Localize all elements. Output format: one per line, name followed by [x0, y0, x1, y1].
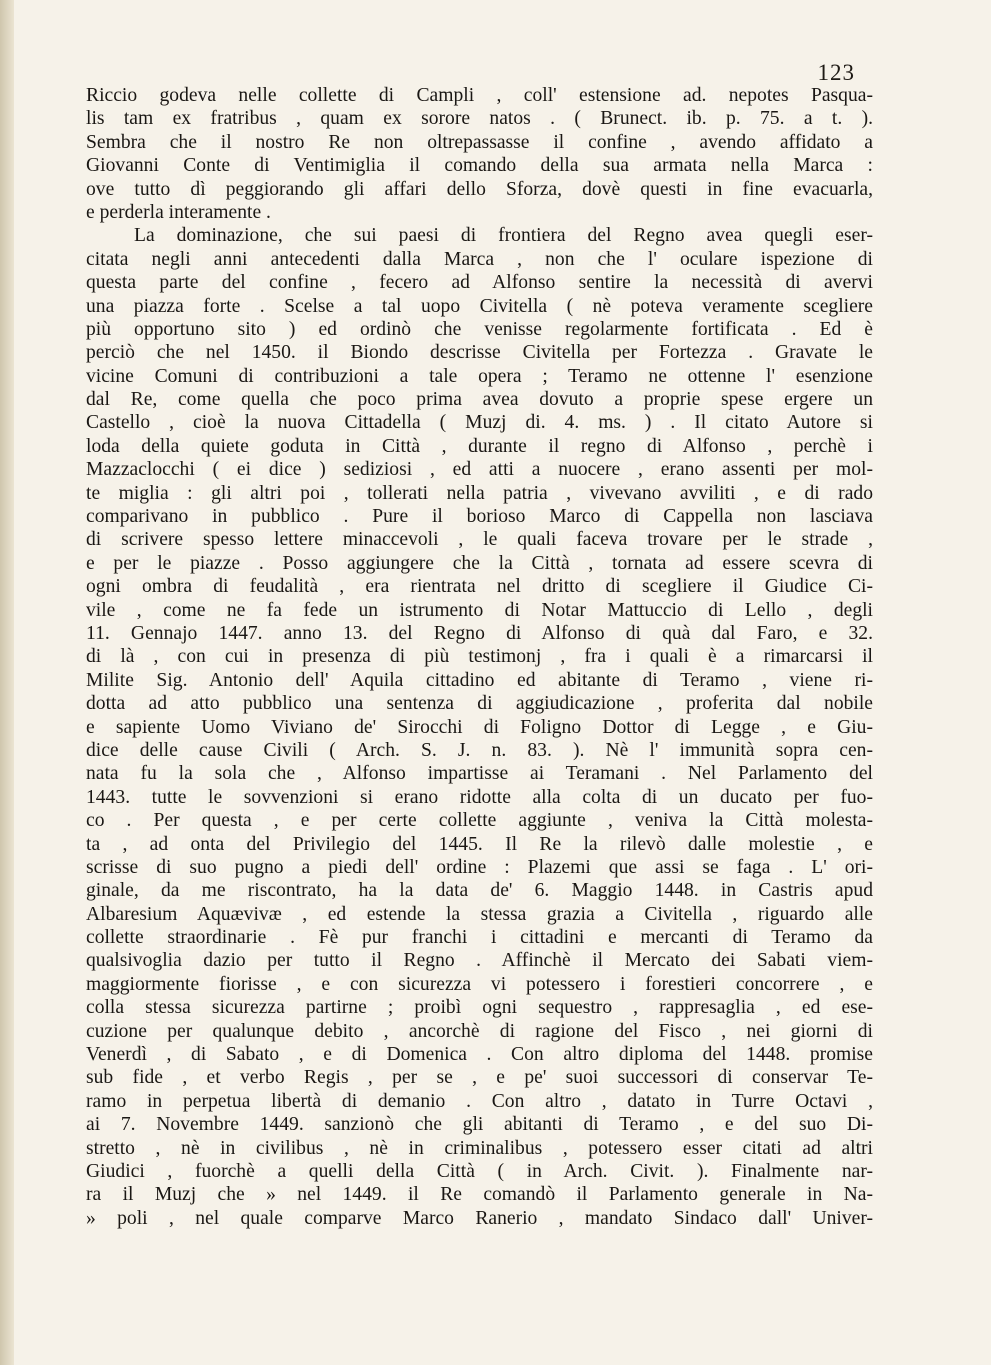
- text-line: questa parte del confine , fecero ad Alfonso sentire la necessità di avervi: [86, 272, 873, 294]
- text-line: ramo in perpetua libertà di demanio . Con altro , datato in Turre Octavi ,: [86, 1090, 873, 1112]
- text-line: più opportuno sito ) ed ordinò che venisse regolarmente fortificata . Ed è: [86, 318, 873, 340]
- text-line: Mazzaclocchi ( ei dice ) sediziosi , ed atti a nuocere , erano assenti per mol-: [86, 459, 873, 481]
- text-line: ogni ombra di feudalità , era rientrata nel dritto di scegliere il Giudice Ci-: [86, 576, 873, 598]
- text-line: scrisse di suo pugno a piedi dell' ordine : Plazemi que assi se faga . L' ori-: [86, 856, 873, 878]
- text-line: ginale, da me riscontrato, ha la data de' 6. Maggio 1448. in Castris apud: [86, 880, 873, 902]
- text-line: ra il Muzj che » nel 1449. il Re comandò il Parlamento generale in Na-: [86, 1184, 873, 1206]
- text-line: vile , come ne fa fede un istrumento di Notar Mattuccio di Lello , degli: [86, 599, 873, 621]
- text-line: perciò che nel 1450. il Biondo descrisse Civitella per Fortezza . Gravate le: [86, 342, 873, 364]
- text-line: maggiormente fiorisse , e con sicurezza vi potessero i forestieri concorrere , e: [86, 973, 873, 995]
- body-text: [86, 84, 873, 1230]
- text-line: collette straordinarie . Fè pur franchi i cittadini e mercanti di Teramo da: [86, 927, 873, 949]
- text-line: e perderla interamente .: [86, 201, 271, 223]
- text-line: ta , ad onta del Privilegio del 1445. Il Re la rilevò dalle molestie , e: [86, 833, 873, 855]
- text-line: e sapiente Uomo Viviano de' Sirocchi di Foligno Dottor di Legge , e Giu-: [86, 716, 873, 738]
- page-gutter: [0, 0, 14, 1365]
- text-line: Sembra che il nostro Re non oltrepassasse il confine , avendo affidato a: [86, 131, 873, 153]
- text-line: qualsivoglia dazio per tutto il Regno . Affinchè il Mercato dei Sabati viem-: [86, 950, 873, 972]
- text-line: Giudici , fuorchè a quelli della Città ( in Arch. Civit. ). Finalmente nar-: [86, 1160, 873, 1182]
- text-line: ai 7. Novembre 1449. sanzionò che gli abitanti di Teramo , e del suo Di-: [86, 1114, 873, 1136]
- text-line: vicine Comuni di contribuzioni a tale opera ; Teramo ne ottenne l' esenzione: [86, 365, 873, 387]
- text-line: dal Re, come quella che poco prima avea dovuto a proprie spese ergere un: [86, 389, 873, 411]
- text-line: colla stessa sicurezza partirne ; proibì ogni sequestro , rappresaglia , ed ese-: [86, 997, 873, 1019]
- text-line: sub fide , et verbo Regis , per se , e pe' suoi successori di conservar Te-: [86, 1067, 873, 1089]
- text-line: di scrivere spesso lettere minaccevoli , le quali faceva trovare per le strade ,: [86, 529, 873, 551]
- text-line: co . Per questa , e per certe collette aggiunte , veniva la Città molesta-: [86, 810, 873, 832]
- text-line: ove tutto dì peggiorando gli affari dello Sforza, dovè questi in fine evacuarla,: [86, 178, 873, 200]
- text-line: » poli , nel quale comparve Marco Ranerio , mandato Sindaco dall' Univer-: [86, 1207, 873, 1229]
- text-line: Venerdì , di Sabato , e di Domenica . Con altro diploma del 1448. promise: [86, 1044, 873, 1066]
- text-line: lis tam ex fratribus , quam ex sorore natos . ( Brunect. ib. p. 75. a t. ).: [86, 108, 873, 130]
- text-line: Castello , cioè la nuova Cittadella ( Muzj di. 4. ms. ) . Il citato Autore si: [86, 412, 873, 434]
- text-line: 1443. tutte le sovvenzioni si erano ridotte alla colta di un ducato per fuo-: [86, 786, 873, 808]
- text-line: nata fu la sola che , Alfonso impartisse ai Teramani . Nel Parlamento del: [86, 763, 873, 785]
- text-line: cuzione per qualunque debito , ancorchè di ragione del Fisco , nei giorni di: [86, 1020, 873, 1042]
- text-line: dotta ad atto pubblico una sentenza di aggiudicazione , proferita dal nobile: [86, 693, 873, 715]
- text-line: te miglia : gli altri poi , tollerati nella patria , vivevano avviliti , e di rado: [86, 482, 873, 504]
- text-line: una piazza forte . Scelse a tal uopo Civitella ( nè poteva veramente scegliere: [86, 295, 873, 317]
- text-line: stretto , nè in civilibus , nè in criminalibus , potessero esser citati ad altri: [86, 1137, 873, 1159]
- text-line: dice delle cause Civili ( Arch. S. J. n. 83. ). Nè l' immunità sopra cen-: [86, 739, 873, 761]
- text-line: 11. Gennajo 1447. anno 13. del Regno di Alfonso di quà dal Faro, e 32.: [86, 622, 873, 644]
- text-line: citata negli anni antecedenti dalla Marca , non che l' oculare ispezione di: [86, 248, 873, 270]
- text-line: Giovanni Conte di Ventimiglia il comando della sua armata nella Marca :: [86, 155, 873, 177]
- text-line: loda della quiete goduta in Città , durante il regno di Alfonso , perchè i: [86, 435, 873, 457]
- text-line: di là , con cui in presenza di più testimonj , fra i quali è a rimarcarsi il: [86, 646, 873, 668]
- text-line: Albaresium Aquævivæ , ed estende la stessa grazia a Civitella , riguardo alle: [86, 903, 873, 925]
- page-number: 123: [817, 60, 855, 85]
- text-line: e per le piazze . Posso aggiungere che la Città , tornata ad essere scevra di: [86, 552, 873, 574]
- text-line: comparivano in pubblico . Pure il borioso Marco di Cappella non lasciava: [86, 506, 873, 528]
- text-line: La dominazione, che sui paesi di frontiera del Regno avea quegli eser-: [134, 225, 873, 247]
- text-line: Milite Sig. Antonio dell' Aquila cittadino ed abitante di Teramo , viene ri-: [86, 669, 873, 691]
- text-line: Riccio godeva nelle collette di Campli , coll' estensione ad. nepotes Pasqua-: [86, 85, 873, 106]
